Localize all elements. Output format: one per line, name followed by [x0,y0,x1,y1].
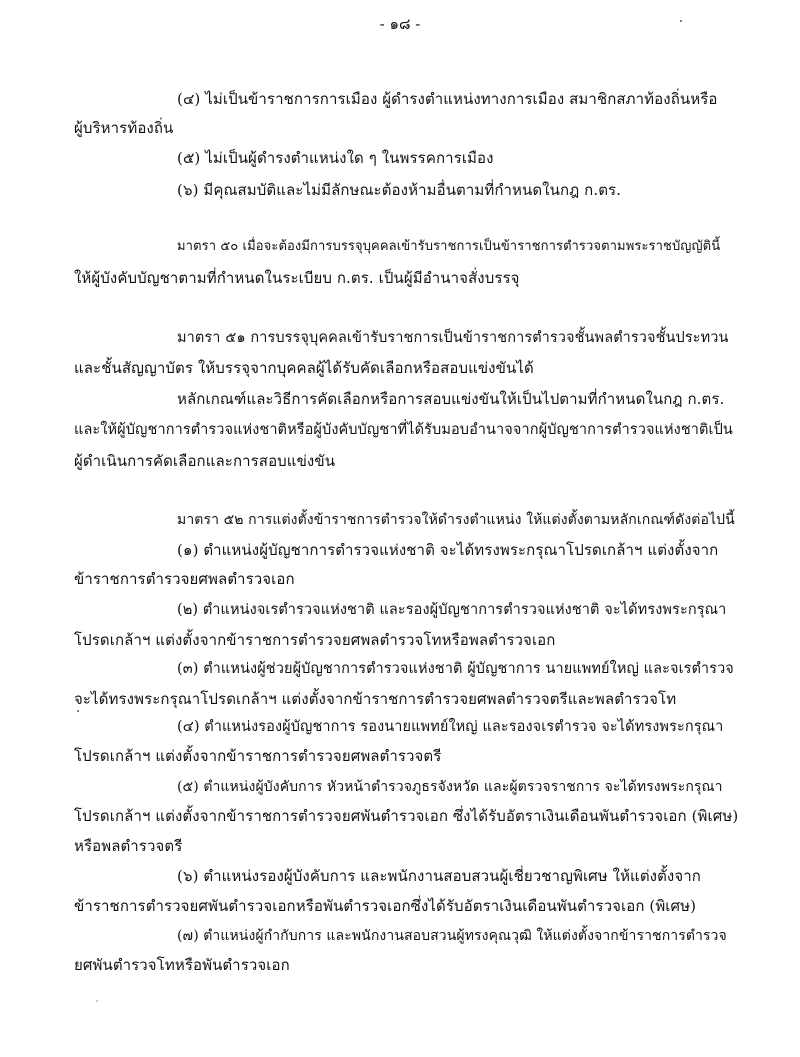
scan-speck [680,20,682,22]
section-50-line-2: ให้ผู้บังคับบัญชาตามที่กำหนดในระเบียบ ก.ตร. เป็นผู้มีอำนาจสั่งบรรจุ [74,269,520,287]
section-52-intro: มาตรา ๕๒ การแต่งตั้งข้าราชการตำรวจให้ดำรงตำแหน่ง ให้แต่งตั้งตามหลักเกณฑ์ดังต่อไปนี้ [177,512,735,528]
section-49-item-4-line-2: ผู้บริหารท้องถิ่น [74,119,174,137]
section-50-line-1: มาตรา ๕๐ เมื่อจะต้องมีการบรรจุบุคคลเข้ารับราชการเป็นข้าราชการตำรวจตามพระราชบัญญัตินี้ [177,239,721,254]
section-51-para-2-line-2: และให้ผู้บัญชาการตำรวจแห่งชาติหรือผู้บังคับบัญชาที่ได้รับมอบอำนาจจากผู้บัญชาการตำรวจแห่งชาติเป็น [74,422,733,438]
section-52-item-5-line-2: โปรดเกล้าฯ แต่งตั้งจากข้าราชการตำรวจยศพันตำรวจเอก ซึ่งได้รับอัตราเงินเดือนพันตำรวจเอก (พิเศษ) [74,807,739,825]
section-52-item-7-line-2: ยศพันตำรวจโทหรือพันตำรวจเอก [74,956,290,974]
section-49-item-5: (๕) ไม่เป็นผู้ดำรงตำแหน่งใด ๆ ในพรรคการเมือง [177,149,494,167]
section-52-item-4-line-1: (๔) ตำแหน่งรองผู้บัญชาการ รองนายแพทย์ใหญ่ และรองจเรตำรวจ จะได้ทรงพระกรุณา [177,719,724,735]
section-52-item-1-line-1: (๑) ตำแหน่งผู้บัญชาการตำรวจแห่งชาติ จะได้ทรงพระกรุณาโปรดเกล้าฯ แต่งตั้งจาก [177,541,719,559]
section-52-item-2-line-2: โปรดเกล้าฯ แต่งตั้งจากข้าราชการตำรวจยศพลตำรวจโทหรือพลตำรวจเอก [74,631,556,649]
section-52-item-3-line-2: จะได้ทรงพระกรุณาโปรดเกล้าฯ แต่งตั้งจากข้าราชการตำรวจยศพลตำรวจตรีและพลตำรวจโท [74,690,677,708]
section-52-item-6-line-1: (๖) ตำแหน่งรองผู้บังคับการ และพนักงานสอบสวนผู้เชี่ยวชาญพิเศษ ให้แต่งตั้งจาก [177,867,701,885]
section-49-item-4-line-1: (๔) ไม่เป็นข้าราชการการเมือง ผู้ดำรงตำแหน่งทางการเมือง สมาชิกสภาท้องถิ่นหรือ [177,90,718,108]
section-51-para-2-line-3: ผู้ดำเนินการคัดเลือกและการสอบแข่งขัน [74,452,336,470]
section-52-item-5-line-3: หรือพลตำรวจตรี [74,837,183,855]
scan-speck [77,710,79,712]
section-51-line-1: มาตรา ๕๑ การบรรจุบุคคลเข้ารับราชการเป็นข้าราชการตำรวจชั้นพลตำรวจชั้นประทวน [177,330,729,346]
section-52-item-5-line-1: (๕) ตำแหน่งผู้บังคับการ หัวหน้าตำรวจภูธรจังหวัด และผู้ตรวจราชการ จะได้ทรงพระกรุณา [177,779,723,795]
section-52-item-4-line-2: โปรดเกล้าฯ แต่งตั้งจากข้าราชการตำรวจยศพลตำรวจตรี [74,747,442,765]
section-51-para-2-line-1: หลักเกณฑ์และวิธีการคัดเลือกหรือการสอบแข่งขันให้เป็นไปตามที่กำหนดในกฎ ก.ตร. [177,390,725,408]
section-52-item-1-line-2: ข้าราชการตำรวจยศพลตำรวจเอก [74,570,295,588]
section-52-item-7-line-1: (๗) ตำแหน่งผู้กำกับการ และพนักงานสอบสวนผู้ทรงคุณวุฒิ ให้แต่งตั้งจากข้าราชการตำรวจ [177,928,727,944]
scan-speck [96,1000,98,1002]
section-52-item-6-line-2: ข้าราชการตำรวจยศพันตำรวจเอกหรือพันตำรวจเอกซึ่งได้รับอัตราเงินเดือนพันตำรวจเอก (พิเศษ) [74,897,697,915]
section-52-item-3-line-1: (๓) ตำแหน่งผู้ช่วยผู้บัญชาการตำรวจแห่งชาติ ผู้บัญชาการ นายแพทย์ใหญ่ และจเรตำรวจ [177,661,734,677]
page-number: - ๑๘ - [379,15,421,33]
section-51-line-2: และชั้นสัญญาบัตร ให้บรรจุจากบุคคลผู้ได้รับคัดเลือกหรือสอบแข่งขันได้ [74,359,534,377]
section-49-item-6: (๖) มีคุณสมบัติและไม่มีลักษณะต้องห้ามอื่นตามที่กำหนดในกฎ ก.ตร. [177,181,622,199]
section-52-item-2-line-1: (๒) ตำแหน่งจเรตำรวจแห่งชาติ และรองผู้บัญชาการตำรวจแห่งชาติ จะได้ทรงพระกรุณา [177,602,727,618]
